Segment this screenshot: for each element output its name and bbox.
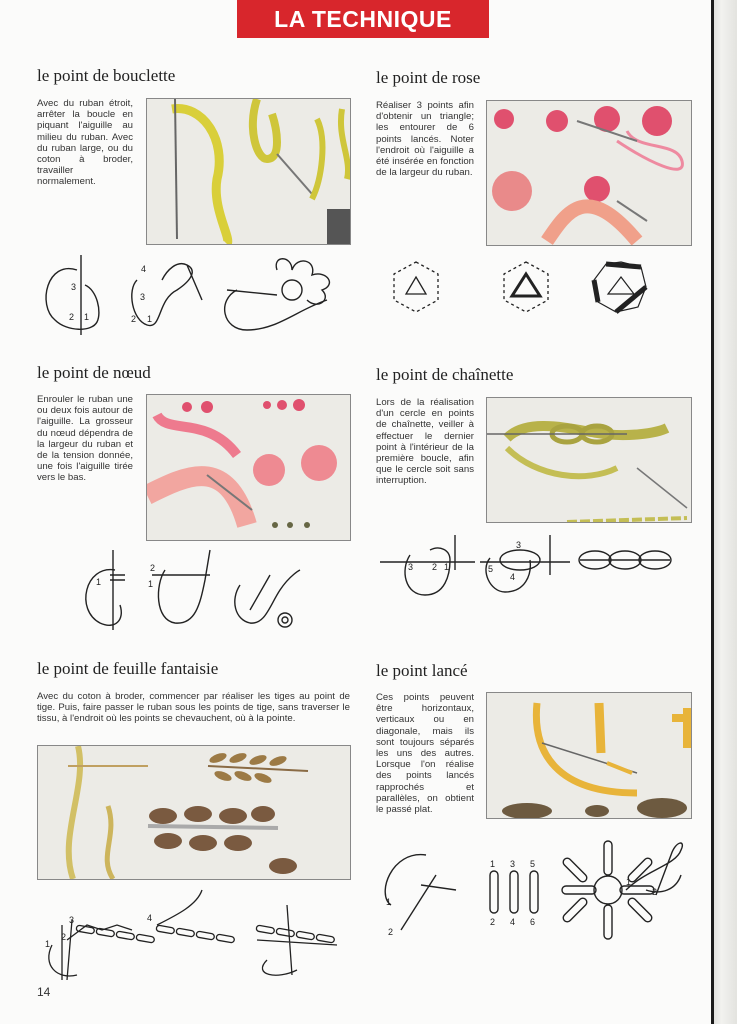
label: 3 <box>510 859 516 869</box>
label: 5 <box>488 564 494 574</box>
label: 1 <box>147 314 153 324</box>
label: 1 <box>626 877 632 887</box>
photo-lance <box>486 692 692 819</box>
section-title-lance: le point lancé <box>376 661 468 680</box>
label: 2 <box>388 927 394 937</box>
section-text-chainette: Lors de la réalisation d'un cercle en points de chaînette, veiller à effectuer le dernier point à l'intérieur de la première boucle, afin que le cercle soit sans interruption. <box>376 397 474 487</box>
label: 2 <box>490 917 496 927</box>
photo-noeud <box>146 394 351 541</box>
diagram-feuille <box>37 885 352 985</box>
label: 2 <box>150 563 156 573</box>
label: 2 <box>61 932 67 942</box>
diagram-rose <box>376 252 691 327</box>
book-spine <box>711 0 737 1024</box>
section-text-rose: Réaliser 3 points afin d'obtenir un triangle; les entourer de 6 points lancés. Noter l'endroit où l'aiguille a été insérée en fonction de la largeur du ruban. <box>376 100 474 179</box>
label: 3 <box>516 540 522 550</box>
photo-feuille <box>37 745 351 880</box>
section-text-lance: Ces points peuvent être horizontaux, verticaux ou en diagonale, mais ils sont toujours séparés les uns des autres. Lorsque l'on réalise des points lancés rapprochés et parallèles, on obtient le passé plat. <box>376 692 474 816</box>
section-text-noeud: Enrouler le ruban une ou deux fois autour de l'aiguille. La grosseur du nœud dépendra de la largeur du ruban et de la tension donnée, une fois l'aiguille tirée vers le bas. <box>37 394 133 484</box>
section-title-chainette: le point de chaînette <box>376 365 514 384</box>
label: 6 <box>530 917 536 927</box>
diagram-chainette <box>380 530 695 605</box>
label: 2 <box>131 314 137 324</box>
label: 3 <box>140 292 146 302</box>
label: 2 <box>652 887 658 897</box>
label: 1 <box>84 312 90 322</box>
page-number: 14 <box>37 985 51 999</box>
diagram-noeud <box>70 545 310 635</box>
label: 5 <box>530 859 536 869</box>
label: 1 <box>45 939 51 949</box>
label: 4 <box>141 264 147 274</box>
label: 1 <box>148 579 154 589</box>
diagram-bouclette <box>37 250 352 340</box>
label: 4 <box>147 913 153 923</box>
diagram-lance <box>376 835 691 945</box>
section-title-rose: le point de rose <box>376 68 481 87</box>
section-text-feuille: Avec du coton à broder, commencer par réaliser les tiges au point de tige. Puis, faire passer le ruban sous les points de tige, sans traverser le tissu, à l'endroit où les points se chevauchent, où à la pointe. <box>37 691 350 725</box>
label: 3 <box>408 562 414 572</box>
photo-chainette <box>486 397 692 523</box>
label: 1 <box>490 859 496 869</box>
label: 1 <box>96 577 102 587</box>
section-title-bouclette: le point de bouclette <box>37 66 176 85</box>
page-title-banner: LA TECHNIQUE <box>237 0 489 38</box>
photo-bouclette <box>146 98 351 245</box>
section-title-noeud: le point de nœud <box>37 363 151 382</box>
label: 4 <box>510 572 516 582</box>
label: 3 <box>71 282 77 292</box>
section-text-bouclette: Avec du ruban étroit, arrêter la boucle en piquant l'aiguille au milieu du ruban. Avec du ruban large, ou du coton à broder, travailler normalement. <box>37 98 133 188</box>
label: 2 <box>69 312 75 322</box>
label: 1 <box>444 562 450 572</box>
label: 3 <box>69 915 75 925</box>
photo-rose <box>486 100 692 246</box>
label: 1 <box>386 897 392 907</box>
label: 4 <box>510 917 516 927</box>
section-title-feuille: le point de feuille fantaisie <box>37 659 219 678</box>
label: 2 <box>432 562 438 572</box>
